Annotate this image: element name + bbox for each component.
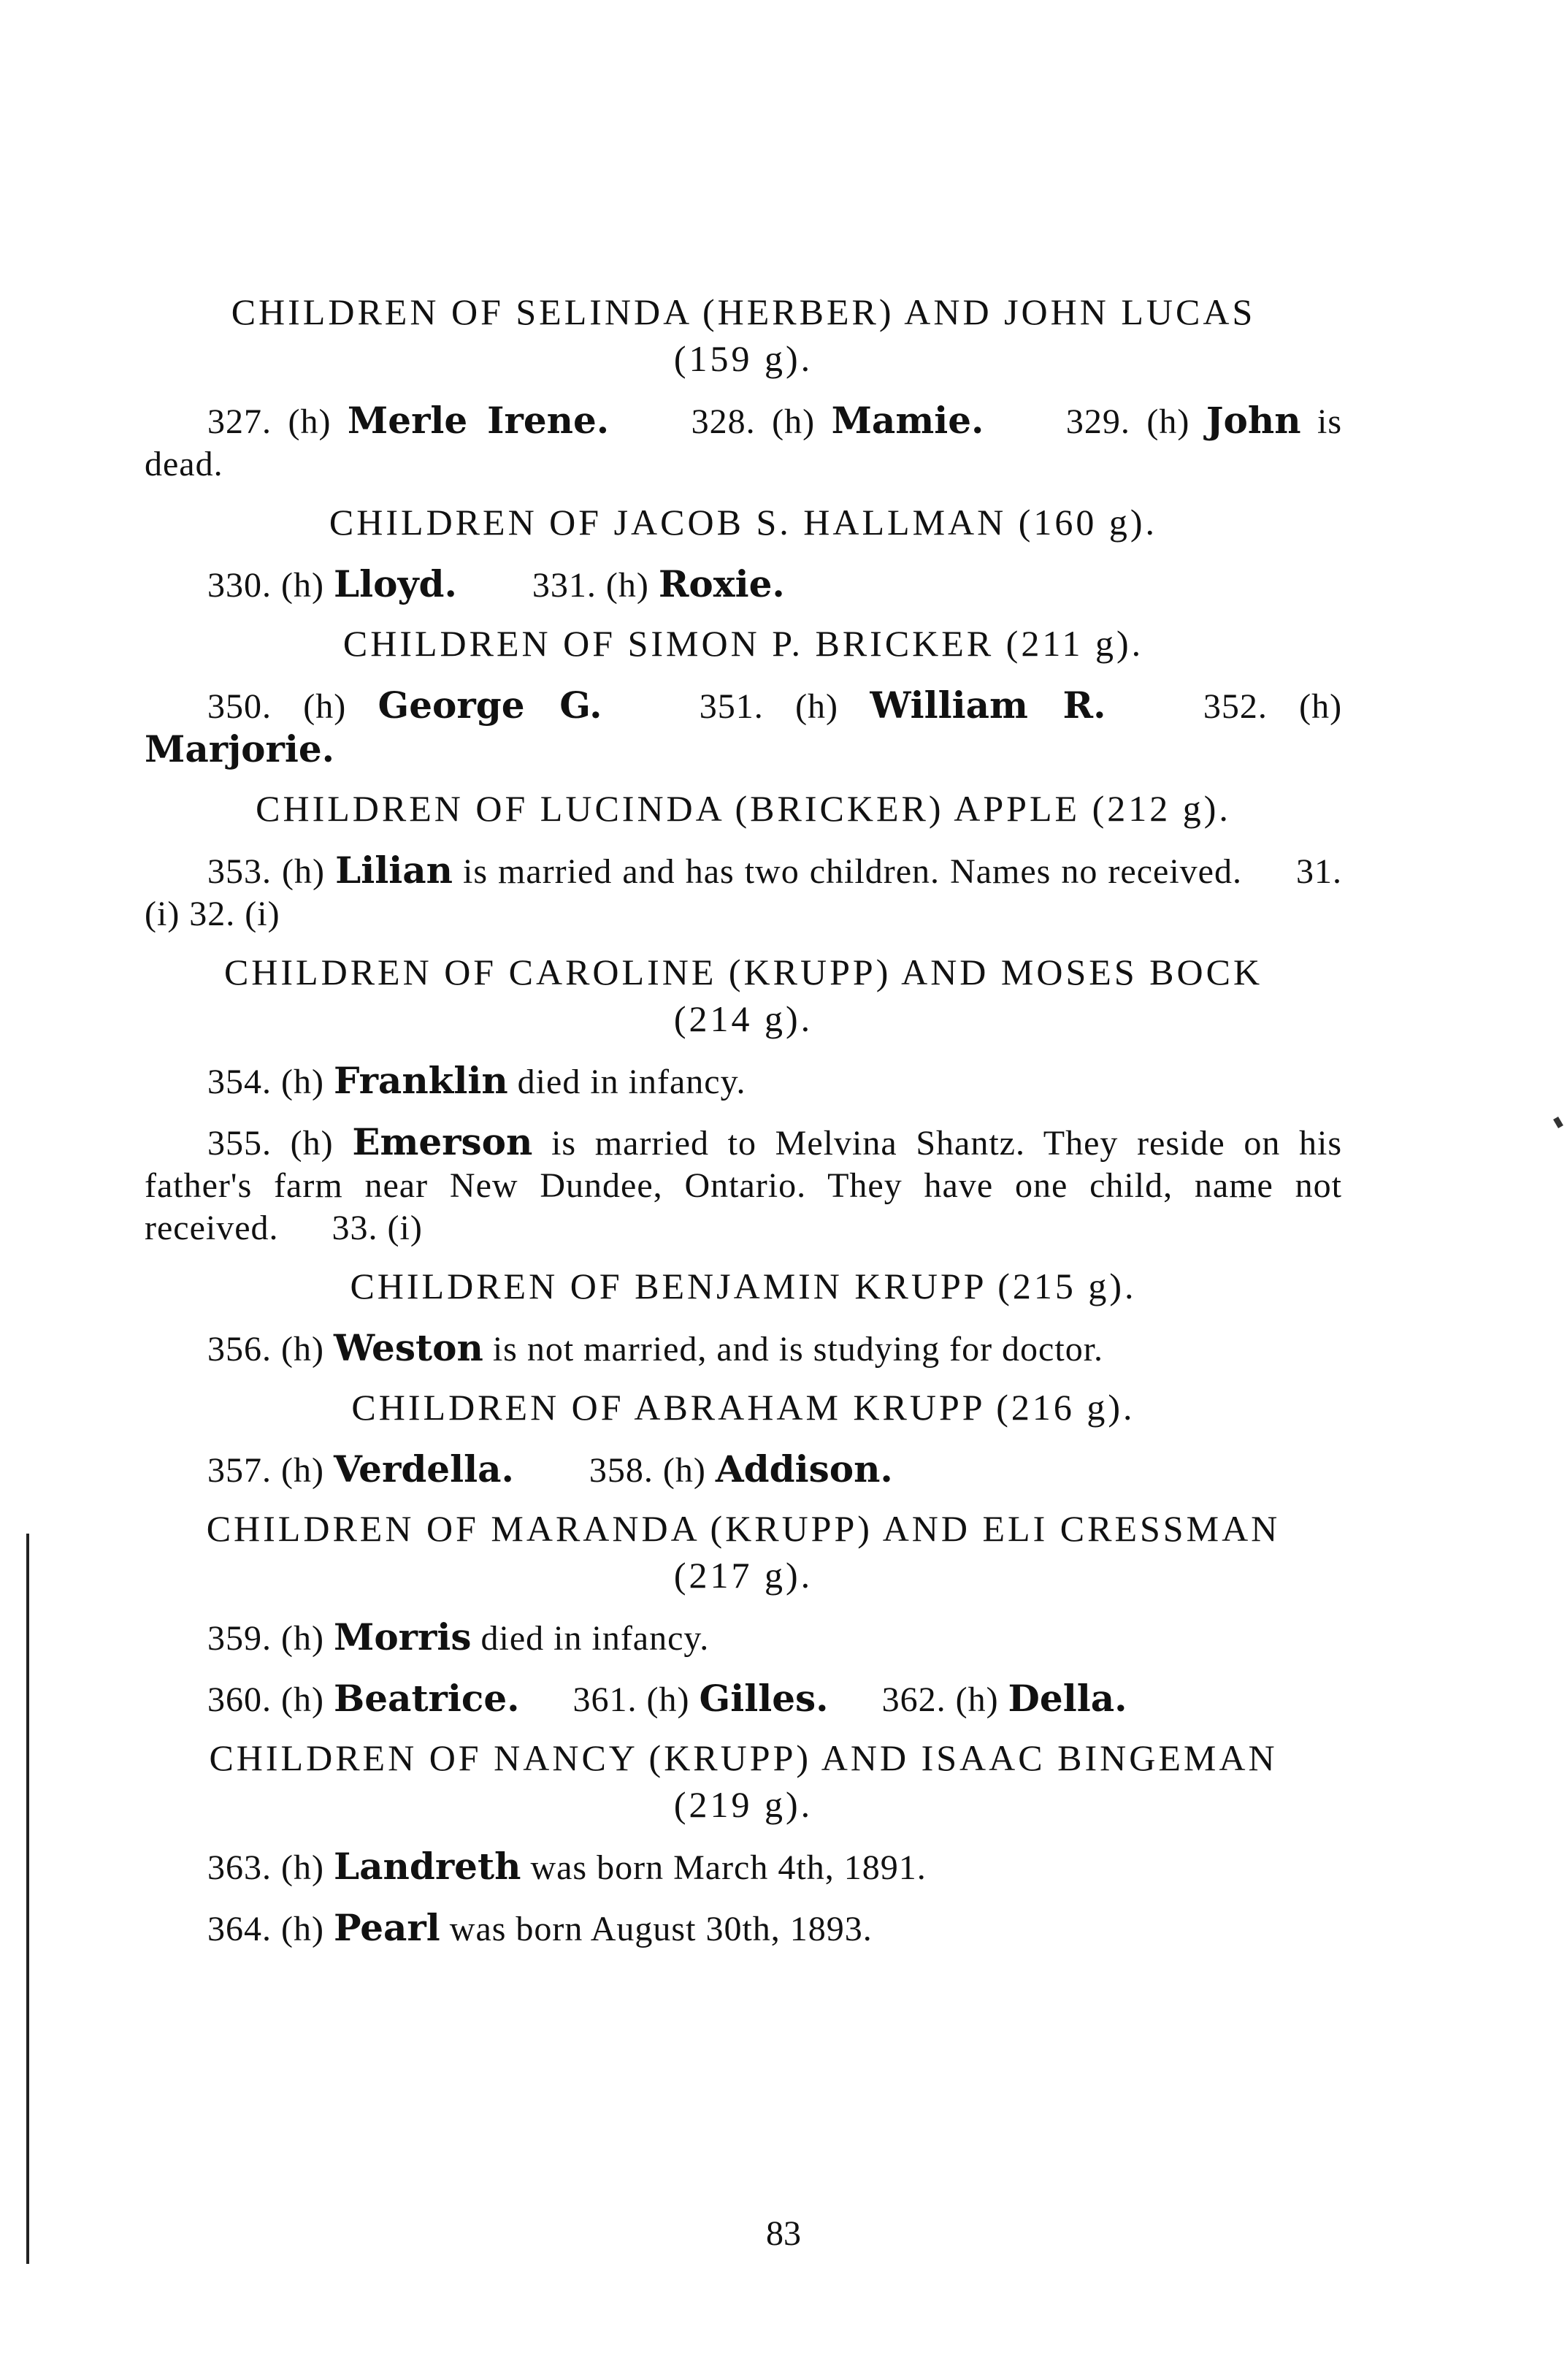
entry-number: 353. (h) xyxy=(207,852,326,891)
entry-number: 352. (h) xyxy=(1203,687,1343,726)
entry-text: died in infancy. xyxy=(517,1063,746,1101)
child-name: Weston xyxy=(333,1326,483,1369)
entry-number: 354. (h) xyxy=(207,1063,324,1101)
child-name: Merle Irene. xyxy=(347,399,610,442)
child-name: Roxie. xyxy=(658,562,785,605)
entry-number: 330. (h) xyxy=(207,566,324,605)
entry-number: 331. (h) xyxy=(532,566,649,605)
entry-tail: 31. (i) 32. (i) xyxy=(145,852,1343,933)
entry-number: 362. (h) xyxy=(881,1680,999,1719)
child-name: Della. xyxy=(1008,1677,1127,1720)
section-heading: CHILDREN OF NANCY (KRUPP) AND ISAAC BINGEMAN xyxy=(209,1737,1278,1778)
child-name: Pearl xyxy=(333,1906,440,1949)
entry-number: 364. (h) xyxy=(207,1910,324,1948)
entry-line xyxy=(145,684,1342,772)
entry-line xyxy=(145,563,1342,607)
child-name: Addison. xyxy=(715,1447,893,1491)
section-heading: CHILDREN OF JACOB S. HALLMAN (160 g). xyxy=(329,502,1158,543)
entry-tail: 33. (i) xyxy=(332,1209,423,1247)
entry-text: is married and has two children. Names no received. xyxy=(463,852,1242,891)
entry-number: 356. (h) xyxy=(207,1330,324,1369)
entry-line xyxy=(145,1121,1342,1250)
child-name: Lilian xyxy=(335,849,453,892)
entry-number: 355. (h) xyxy=(207,1124,334,1163)
entry-line xyxy=(145,399,1342,486)
section-heading: CHILDREN OF ABRAHAM KRUPP (216 g). xyxy=(351,1387,1135,1428)
child-name: John xyxy=(1206,399,1301,442)
child-name: William R. xyxy=(870,684,1106,727)
child-name: Lloyd. xyxy=(333,562,457,605)
entry-number: 359. (h) xyxy=(207,1619,324,1658)
child-name: Beatrice. xyxy=(333,1677,520,1720)
section-heading-ref: (214 g). xyxy=(673,998,813,1039)
entry-number: 351. (h) xyxy=(699,687,839,726)
child-name: George G. xyxy=(378,684,602,727)
section-heading-ref: (159 g). xyxy=(673,338,813,379)
entry-text: is not married, and is studying for doctor. xyxy=(492,1330,1104,1369)
child-name: Landreth xyxy=(333,1845,521,1888)
entry-line xyxy=(145,1060,1342,1103)
child-name: Verdella. xyxy=(333,1447,514,1491)
entry-line xyxy=(145,1448,1342,1492)
child-name: Marjorie. xyxy=(145,727,335,770)
section-heading: CHILDREN OF BENJAMIN KRUPP (215 g). xyxy=(350,1266,1137,1306)
entry-line xyxy=(145,1616,1342,1660)
scan-margin-line xyxy=(26,1534,29,2264)
entry-number: 328. (h) xyxy=(691,402,816,441)
entry-number: 357. (h) xyxy=(207,1451,324,1490)
entry-number: 350. (h) xyxy=(207,687,347,726)
page-body xyxy=(145,288,1342,1964)
entry-text: was born August 30th, 1893. xyxy=(449,1910,873,1948)
child-name: Mamie. xyxy=(831,399,984,442)
entry-number: 361. (h) xyxy=(572,1680,690,1719)
entry-text: died in infancy. xyxy=(480,1619,710,1658)
entry-text: was born March 4th, 1891. xyxy=(530,1848,927,1887)
entry-number: 327. (h) xyxy=(207,402,332,441)
entry-line xyxy=(145,1327,1342,1371)
entry-text: is dead. xyxy=(145,402,1343,483)
child-name: Gilles. xyxy=(699,1677,829,1720)
entry-line xyxy=(145,1845,1342,1889)
section-heading: CHILDREN OF LUCINDA (BRICKER) APPLE (212 g). xyxy=(256,788,1231,829)
scan-mark xyxy=(1553,1117,1563,1128)
page-number: 83 xyxy=(766,2214,801,2253)
section-heading-ref: (217 g). xyxy=(673,1555,813,1596)
section-heading: CHILDREN OF MARANDA (KRUPP) AND ELI CRESSMAN xyxy=(206,1508,1281,1549)
child-name: Franklin xyxy=(333,1059,508,1102)
entry-number: 363. (h) xyxy=(207,1848,324,1887)
child-name: Morris xyxy=(333,1615,472,1658)
child-name: Emerson xyxy=(352,1120,533,1163)
entry-number: 358. (h) xyxy=(589,1451,706,1490)
section-heading: CHILDREN OF SELINDA (HERBER) AND JOHN LUCAS xyxy=(231,291,1256,332)
entry-line xyxy=(145,1907,1342,1951)
entry-line xyxy=(145,1677,1342,1721)
entry-number: 329. (h) xyxy=(1065,402,1190,441)
section-heading: CHILDREN OF SIMON P. BRICKER (211 g). xyxy=(342,623,1144,664)
section-heading-ref: (219 g). xyxy=(673,1784,813,1825)
entry-line xyxy=(145,849,1342,935)
entry-text: is married to Melvina Shantz. They reside on his father's farm near New Dundee, Ontario. They have one child, name not received. xyxy=(145,1124,1343,1247)
section-heading: CHILDREN OF CAROLINE (KRUPP) AND MOSES BOCK xyxy=(223,952,1263,992)
entry-number: 360. (h) xyxy=(207,1680,324,1719)
